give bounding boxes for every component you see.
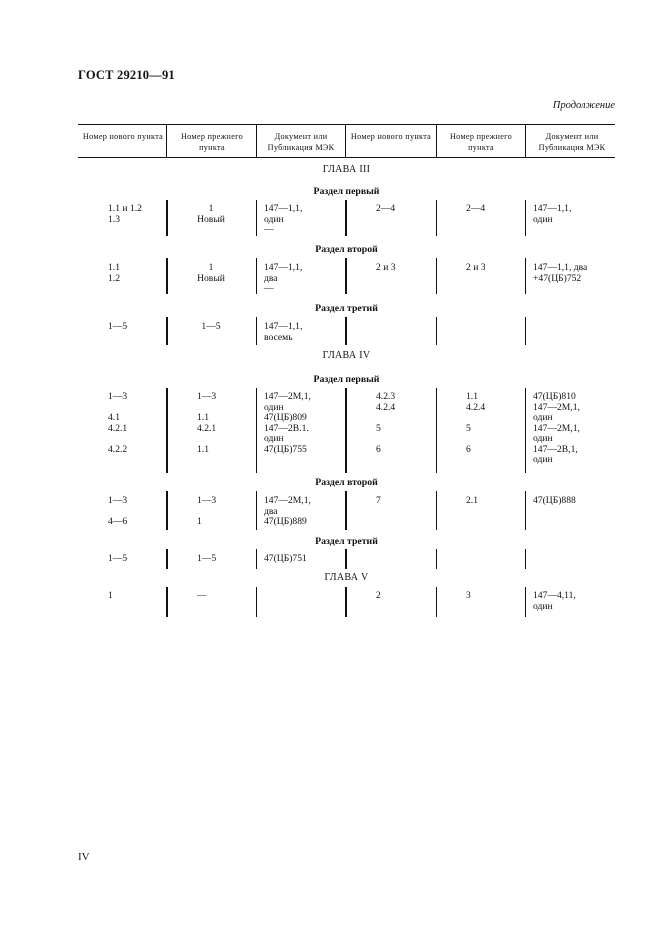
col-header-new-item: Номер нового пункта [82,132,164,141]
header-divider [345,124,346,158]
page-number: IV [78,851,90,863]
table-cell: 2 [376,590,381,601]
column-divider [345,491,347,530]
column-divider [345,587,347,617]
col-header-document: Документ или Публикация МЭК [538,132,606,152]
header-divider [436,124,437,158]
table-cell: 1 Новый [197,262,225,284]
continued-label: Продолжение [552,100,615,111]
table-cell: 147—1,1, два +47(ЦБ)752 [533,262,588,284]
table-cell: 47(ЦБ)810 147—2М,1, один 147—2М,1, один 147—2В,1, один [533,391,580,465]
column-divider [525,549,526,569]
section-heading: Раздел третий [315,303,378,314]
column-divider [345,317,347,345]
column-divider [166,549,168,569]
column-divider [436,200,437,236]
table-cell: 1—5 [197,553,217,564]
column-divider [436,491,437,530]
column-divider [345,200,347,236]
table-cell: 2—4 [376,203,396,214]
table-cell: 1—3 4.1 4.2.1 4.2.2 [108,391,128,455]
table-cell: 147—4,11, один [533,590,576,612]
column-divider [525,317,526,345]
column-divider [256,388,257,473]
table-cell: 1.1 1.2 [108,262,120,284]
section-heading: Раздел второй [315,244,378,255]
col-header-old-item: Номер прежнего пункта [180,132,244,152]
document-title: ГОСТ 29210—91 [78,68,175,82]
column-divider [256,317,257,345]
table-cell: 1.1 4.2.4 5 6 [466,391,486,455]
column-divider [436,317,437,345]
column-divider [525,491,526,530]
section-heading: Раздел третий [315,536,378,547]
column-divider [256,200,257,236]
section-heading: Раздел первый [313,374,380,385]
column-divider [436,587,437,617]
table-cell: 147—1,1, восемь [264,321,303,343]
header-divider [256,124,257,158]
table-cell: 2.1 [466,495,478,506]
table-cell: 147—2М,1, один 47(ЦБ)809 147—2В.1. один 47(ЦБ)755 [264,391,311,455]
table-cell: 1—5 [108,321,128,332]
section-heading: Раздел второй [315,477,378,488]
col-header-old-item: Номер прежнего пункта [449,132,513,152]
table-cell: — [197,590,207,601]
table-cell: 1.1 и 1.2 1.3 [108,203,142,225]
table-cell: 2 и 3 [376,262,396,273]
column-divider [345,258,347,294]
table-cell: 147—1,1, один [533,203,572,225]
chapter-heading: ГЛАВА IV [322,350,371,361]
column-divider [436,388,437,473]
column-divider [436,549,437,569]
table-cell: 1—3 1 [197,495,217,527]
table-cell: 3 [466,590,471,601]
column-divider [166,388,168,473]
chapter-heading: ГЛАВА III [322,164,371,175]
column-divider [256,549,257,569]
column-divider [525,200,526,236]
column-divider [256,587,257,617]
column-divider [436,258,437,294]
chapter-heading: ГЛАВА V [324,572,369,583]
col-header-new-item: Номер нового пункта [350,132,432,141]
column-divider [345,549,347,569]
table-cell: 147—2М,1, два 47(ЦБ)889 [264,495,311,527]
header-divider [166,124,167,158]
table-cell: 1—5 [108,553,128,564]
table-cell: 147—1,1, два — [264,262,303,294]
table-cell: 147—1,1, один — [264,203,303,235]
table-header-rule [78,157,615,158]
table-cell: 47(ЦБ)888 [533,495,576,506]
table-cell: 2 и 3 [466,262,486,273]
table-cell: 1—3 1.1 4.2.1 1.1 [197,391,217,455]
table-cell: 1—5 [201,321,221,332]
column-divider [345,388,347,473]
column-divider [525,258,526,294]
column-divider [166,587,168,617]
table-cell: 1 [108,590,113,601]
table-cell: 1—3 4—6 [108,495,128,527]
header-divider [525,124,526,158]
column-divider [256,258,257,294]
table-top-rule [78,124,615,125]
table-cell: 1 Новый [197,203,225,225]
table-cell: 4.2.3 4.2.4 5 6 [376,391,396,455]
column-divider [256,491,257,530]
column-divider [166,491,168,530]
col-header-document: Документ или Публикация МЭК [267,132,335,152]
table-cell: 47(ЦБ)751 [264,553,307,564]
table-cell: 7 [376,495,381,506]
column-divider [525,388,526,473]
section-heading: Раздел первый [313,186,380,197]
table-cell: 2—4 [466,203,486,214]
column-divider [525,587,526,617]
